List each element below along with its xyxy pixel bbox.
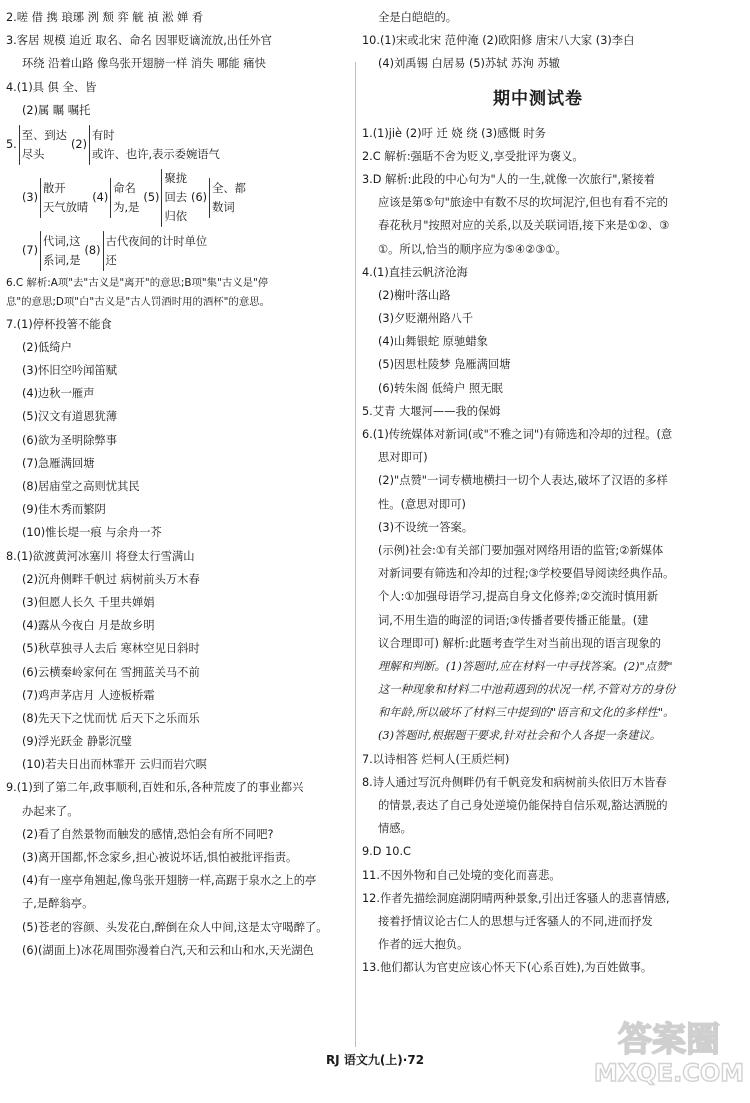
answer-3-line1: 3.客居 规模 追近 取名、命名 因罪贬谪流放,出任外官 bbox=[6, 34, 272, 48]
answer-7-10: (10)惟长堤一痕 与余舟一芥 bbox=[22, 526, 162, 540]
exam-answer-9-10: 9.D 10.C bbox=[362, 845, 411, 859]
answer-9-5: (5)苍老的容颜、头发花白,醉倒在众人中间,这是太守喝醉了。 bbox=[22, 920, 328, 934]
answer-9-1b: 办起来了。 bbox=[22, 804, 79, 818]
brace-group-7: 代词,这 系词,是 bbox=[38, 231, 80, 271]
answer-8-5: (5)秋草独寻人去后 寒林空见日斜时 bbox=[22, 642, 200, 656]
exam-answer-6-line6: (示例)社会:①有关部门要加强对网络用语的监管;②新媒体 bbox=[378, 543, 664, 557]
answer-7-5: (5)汉文有道恩犹薄 bbox=[22, 410, 118, 424]
exam-answer-6-line1: 6.(1)传统媒体对新词(或"不雅之词")有筛选和冷却的过程。(意 bbox=[362, 428, 673, 441]
section-title: 期中测试卷 bbox=[493, 88, 583, 109]
answer-10-line2: (4)刘禹锡 白居易 (5)苏轼 苏洵 苏辙 bbox=[378, 57, 560, 71]
exam-answer-1: 1.(1)jiè (2)吁 迁 娆 绕 (3)感慨 时务 bbox=[362, 126, 546, 140]
exam-answer-6-line4: 性。(意思对即可) bbox=[378, 497, 466, 511]
answer-7-6: (6)欲为圣明除弊事 bbox=[22, 433, 118, 447]
brace-group-2: 有时 或许、也许,表示委婉语气 bbox=[87, 125, 220, 165]
exam-answer-12-line1: 12.作者先描绘洞庭湖阴晴两种景象,引出迁客骚人的悲喜情感, bbox=[362, 891, 670, 905]
page-footer: RJ 语文九(上)·72 bbox=[325, 1053, 425, 1067]
answer-9-4a: (4)有一座亭角翘起,像鸟张开翅膀一样,高踞于泉水之上的亭 bbox=[22, 874, 317, 888]
column-divider bbox=[355, 62, 356, 1047]
answer-6-line2: 息"的意思;D项"白"古义是"古人罚酒时用的酒杯"的意思。 bbox=[6, 296, 270, 309]
answer-8-8: (8)先天下之忧而忧 后天下之乐而乐 bbox=[22, 711, 200, 725]
exam-answer-3-line4: ①。所以,恰当的顺序应为⑤④②③①。 bbox=[378, 242, 567, 256]
brace-group-4: 命名 为,是 bbox=[108, 178, 139, 218]
exam-answer-6-line11: 理解和判断。(1)答题时,应在材料一中寻找答案。(2)"点赞" bbox=[378, 659, 673, 673]
answer-10-line1: 10.(1)宋或北宋 范仲淹 (2)欧阳修 唐宋八大家 (3)李白 bbox=[362, 34, 635, 48]
exam-answer-6-line10: 议合理即可) 解析:此题考查学生对当前出现的语言现象的 bbox=[378, 636, 661, 650]
exam-answer-12-line3: 作者的远大抱负。 bbox=[378, 938, 469, 952]
exam-answer-4-1: 4.(1)直挂云帆济沧海 bbox=[362, 265, 468, 279]
answer-9-4b: 子,是醉翁亭。 bbox=[22, 897, 94, 911]
left-column bbox=[6, 6, 350, 962]
continuation-line: 全是白皑皑的。 bbox=[378, 11, 458, 24]
exam-answer-8-line3: 情感。 bbox=[378, 822, 412, 836]
answer-7-3: (3)怀旧空吟闻笛赋 bbox=[22, 364, 118, 378]
exam-answer-4-6: (6)转朱阁 低绮户 照无眠 bbox=[378, 381, 503, 395]
answer-7-1: 7.(1)停杯投箸不能食 bbox=[6, 317, 112, 331]
answer-8-10: (10)若夫日出而林霏开 云归而岩穴暝 bbox=[22, 758, 207, 772]
answer-2: 2.嗟 借 携 琅琊 洌 颓 弈 觥 禎 淞 婵 肴 bbox=[6, 11, 204, 24]
exam-answer-6-line14: (3)答题时,根据题干要求,针对社会和个人各提一条建议。 bbox=[378, 729, 662, 743]
answer-8-1: 8.(1)欲渡黄河冰塞川 将登太行雪满山 bbox=[6, 549, 195, 563]
answer-9-6: (6)(湖面上)冰花周围弥漫着白汽,天和云和山和水,天光湖色 bbox=[22, 943, 314, 957]
exam-answer-6-line13: 和年龄,所以破坏了材料三中提到的"语言和文化的多样性"。 bbox=[378, 706, 675, 720]
answer-5-row3: (7) 代词,这 系词,是 (8) 古代夜间的计时单位 还 bbox=[6, 228, 350, 274]
watermark-logo bbox=[594, 1011, 744, 1089]
answer-7-8: (8)居庙堂之高则忧其民 bbox=[22, 480, 140, 494]
exam-answer-4-4: (4)山舞银蛇 原驰蜡象 bbox=[378, 335, 488, 349]
svg-text:MXQE.COM: MXQE.COM bbox=[594, 1059, 744, 1087]
answer-9-2: (2)看了自然景物而触发的感情,恐怕会有所不同吧? bbox=[22, 827, 274, 841]
exam-answer-4-2: (2)榭叶落山路 bbox=[378, 288, 451, 302]
brace-group-1: 至、到达 尽头 bbox=[17, 125, 67, 165]
exam-answer-2: 2.C 解析:强聒不舍为贬义,享受批评为褒义。 bbox=[362, 149, 584, 163]
answer-8-6: (6)云横秦岭家何在 雪拥蓝关马不前 bbox=[22, 665, 200, 679]
exam-answer-6-line8: 个人:①加强母语学习,提高自身文化修养;②交流时慎用新 bbox=[378, 590, 658, 604]
answer-9-1a: 9.(1)到了第二年,政事顺利,百姓和乐,各种荒废了的事业都兴 bbox=[6, 781, 304, 795]
answer-8-2: (2)沉舟侧畔千帆过 病树前头万木春 bbox=[22, 572, 200, 586]
exam-answer-6-line7: 对新词要有筛选和冷却的过程;③学校要倡导阅读经典作品。 bbox=[378, 567, 675, 581]
right-column bbox=[362, 6, 714, 980]
answer-9-3: (3)离开国都,怀念家乡,担心被说坏话,惧怕被批评指责。 bbox=[22, 851, 298, 865]
exam-answer-12-line2: 接着抒情议论古仁人的思想与迁客骚人的不同,进而抒发 bbox=[378, 914, 653, 928]
exam-answer-6-line3: (2)"点赞"一词专横地横扫一切个人表达,破坏了汉语的多样 bbox=[378, 474, 668, 488]
exam-answer-3-line3: 春花秋月"按照对应的关系,以及关联词语,接下来是①②、③ bbox=[378, 219, 670, 233]
exam-answer-5: 5.艾青 大堰河——我的保姆 bbox=[362, 404, 501, 418]
exam-answer-7: 7.以诗相答 烂柯人(王质烂柯) bbox=[362, 752, 510, 766]
answer-8-9: (9)浮光跃金 静影沉璧 bbox=[22, 735, 132, 749]
exam-answer-11: 11.不因外物和自己处境的变化而喜悲。 bbox=[362, 868, 561, 882]
exam-answer-3-line1: 3.D 解析:此段的中心句为"人的一生,就像一次旅行",紧接着 bbox=[362, 172, 655, 186]
exam-answer-4-3: (3)夕贬潮州路八千 bbox=[378, 312, 474, 326]
exam-answer-6-line9: 词,不用生造的晦涩的词语;③传播者要传播正能量。(建 bbox=[378, 613, 649, 627]
answer-8-4: (4)露从今夜白 月是故乡明 bbox=[22, 619, 155, 633]
exam-answer-6-line5: (3)不设统一答案。 bbox=[378, 520, 474, 534]
brace-group-3: 散开 天气放晴 bbox=[38, 178, 88, 218]
answer-6-line1: 6.C 解析:A项"去"古义是"离开"的意思;B项"集"古义是"停 bbox=[6, 276, 269, 289]
brace-group-6: 全、都 数词 bbox=[207, 178, 246, 218]
answer-5-row2: (3) 散开 天气放晴 (4) 命名 为,是 (5) 聚拢 回去 归依 (6) 全、都 数词 bbox=[6, 168, 350, 228]
answer-8-7: (7)鸡声茅店月 人迹板桥霜 bbox=[22, 688, 155, 702]
exam-answer-3-line2: 应该是第⑤句"旅途中有数不尽的坎坷泥泞,但也有看不完的 bbox=[378, 196, 669, 210]
brace-group-5: 聚拢 回去 归依 bbox=[159, 169, 187, 227]
answer-5-row1: 5. 至、到达 尽头 (2) 有时 或许、也许,表示委婉语气 bbox=[6, 122, 350, 168]
answer-7-4: (4)边秋一雁声 bbox=[22, 387, 95, 401]
answer-7-7: (7)急雁满回塘 bbox=[22, 456, 95, 470]
exam-answer-13: 13.他们都认为官吏应该心怀天下(心系百姓),为百姓做事。 bbox=[362, 961, 653, 975]
exam-answer-6-line2: 思对即可) bbox=[378, 451, 428, 465]
answer-7-2: (2)低绮户 bbox=[22, 340, 72, 354]
answer-4-line2: (2)属 瞩 嘱托 bbox=[22, 103, 91, 117]
answer-3-line2: 环绕 沿着山路 像鸟张开翅膀一样 消失 哪能 痛快 bbox=[22, 57, 266, 71]
exam-answer-8-line2: 的情景,表达了自己身处逆境仍能保持自信乐观,豁达洒脱的 bbox=[378, 799, 668, 812]
exam-answer-8-line1: 8.诗人通过写沉舟侧畔仍有千帆竞发和病树前头依旧万木皆春 bbox=[362, 775, 667, 789]
brace-group-8: 古代夜间的计时单位 还 bbox=[101, 231, 208, 271]
answer-4-line1: 4.(1)具 俱 全、皆 bbox=[6, 80, 97, 94]
answer-7-9: (9)佳木秀而繁阴 bbox=[22, 503, 106, 517]
svg-text:答案圈: 答案圈 bbox=[618, 1020, 720, 1060]
answer-8-3: (3)但愿人长久 千里共婵娟 bbox=[22, 595, 155, 609]
exam-answer-4-5: (5)因思杜陵梦 凫雁满回塘 bbox=[378, 358, 511, 372]
exam-answer-6-line12: 这一种现象和材料二中池莉遇到的状况一样,不管对方的身份 bbox=[378, 683, 676, 697]
